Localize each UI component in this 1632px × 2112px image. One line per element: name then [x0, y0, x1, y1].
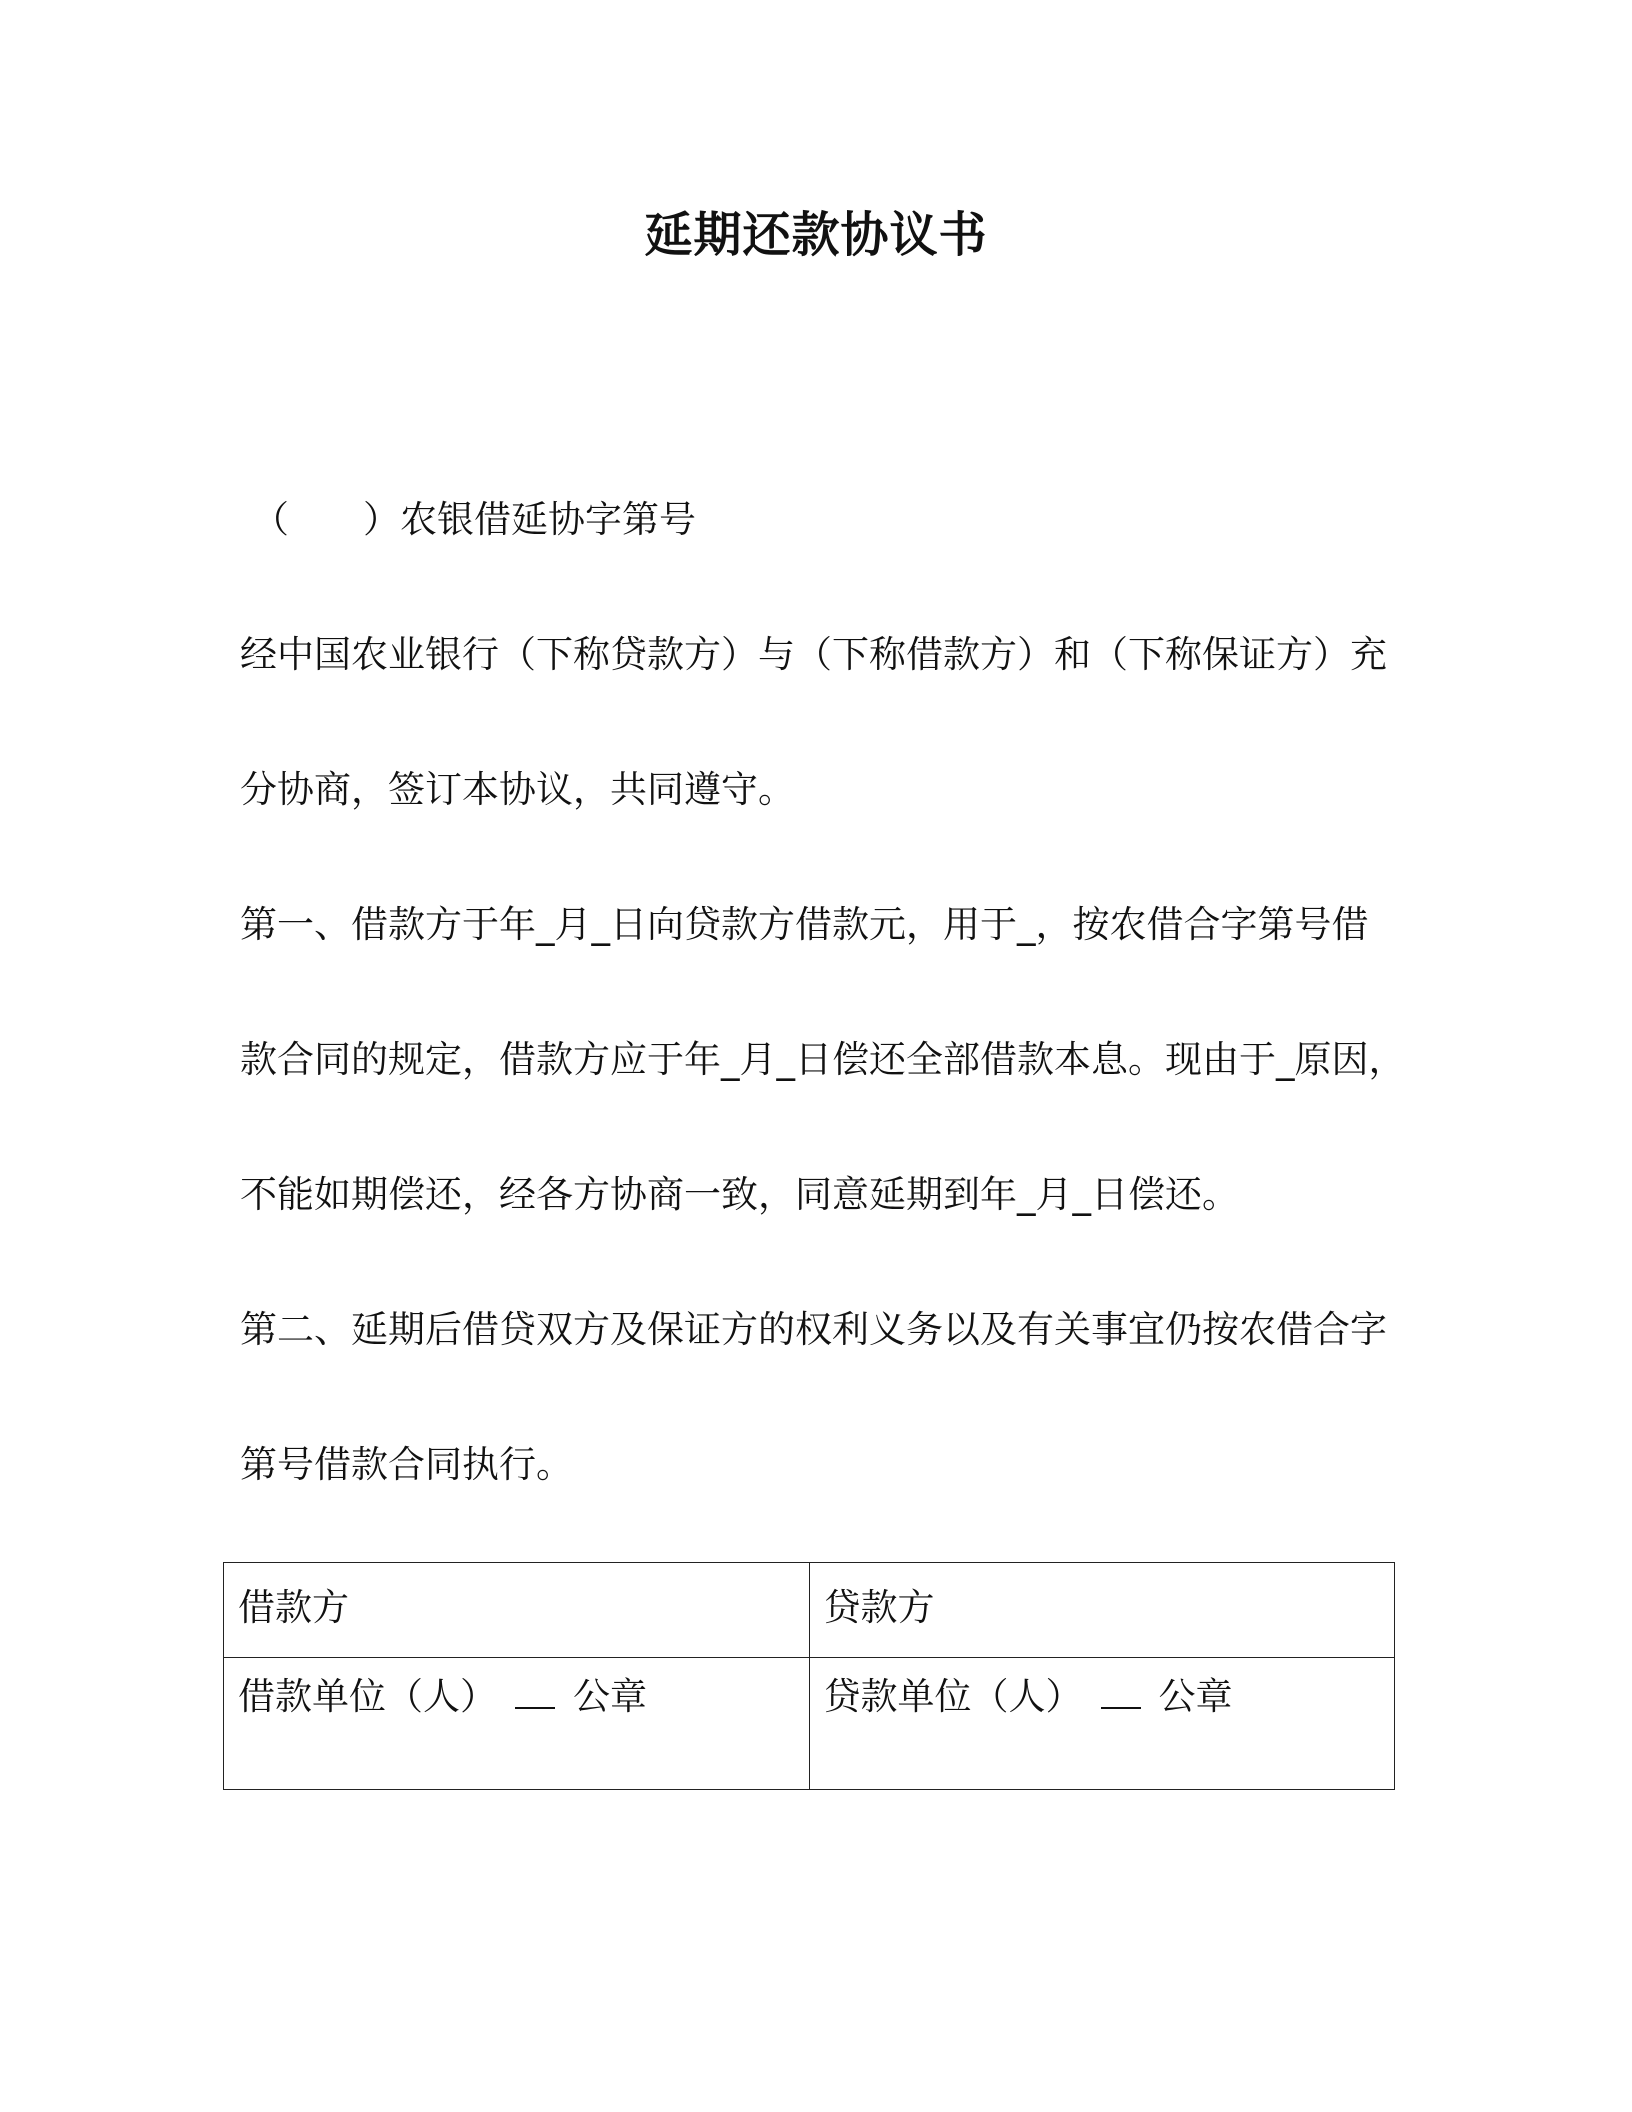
document-title: 延期还款协议书	[644, 207, 988, 263]
clause-1-line-2: 款合同的规定，借款方应于年_月_日偿还全部借款本息。现由于_原因，	[240, 1038, 1406, 1081]
contract-number-line: （ ）农银借延协字第号	[252, 498, 696, 541]
borrower-header: 借款方	[238, 1586, 349, 1629]
lender-seal-label: 公章	[1158, 1675, 1233, 1718]
lender-unit-label: 贷款单位（人）	[823, 1675, 1083, 1718]
signature-header-row	[224, 1563, 1395, 1658]
clause-1-line-3: 不能如期偿还，经各方协商一致，同意延期到年_月_日偿还。	[240, 1173, 1239, 1216]
preamble-line-2: 分协商，签订本协议，共同遵守。	[240, 768, 795, 811]
preamble-line-1: 经中国农业银行（下称贷款方）与（下称借款方）和（下称保证方）充	[240, 633, 1387, 676]
lender-header: 贷款方	[823, 1586, 935, 1629]
lender-header-cell	[809, 1563, 1395, 1658]
borrower-seal-label: 公章	[573, 1675, 647, 1718]
clause-2-line-2: 第号借款合同执行。	[240, 1443, 573, 1486]
borrower-seal-cell	[224, 1658, 810, 1790]
signature-seal-row	[224, 1658, 1395, 1790]
clause-1-line-1: 第一、借款方于年_月_日向贷款方借款元，用于_，按农借合字第号借	[240, 903, 1369, 946]
lender-signature-blank[interactable]	[1101, 1677, 1141, 1709]
signature-table	[223, 1562, 1395, 1790]
borrower-signature-blank[interactable]	[515, 1677, 555, 1709]
borrower-header-cell	[224, 1563, 810, 1658]
borrower-unit-label: 借款单位（人）	[238, 1675, 497, 1718]
clause-2-line-1: 第二、延期后借贷双方及保证方的权利义务以及有关事宜仍按农借合字	[240, 1308, 1387, 1351]
lender-seal-cell	[809, 1658, 1395, 1790]
